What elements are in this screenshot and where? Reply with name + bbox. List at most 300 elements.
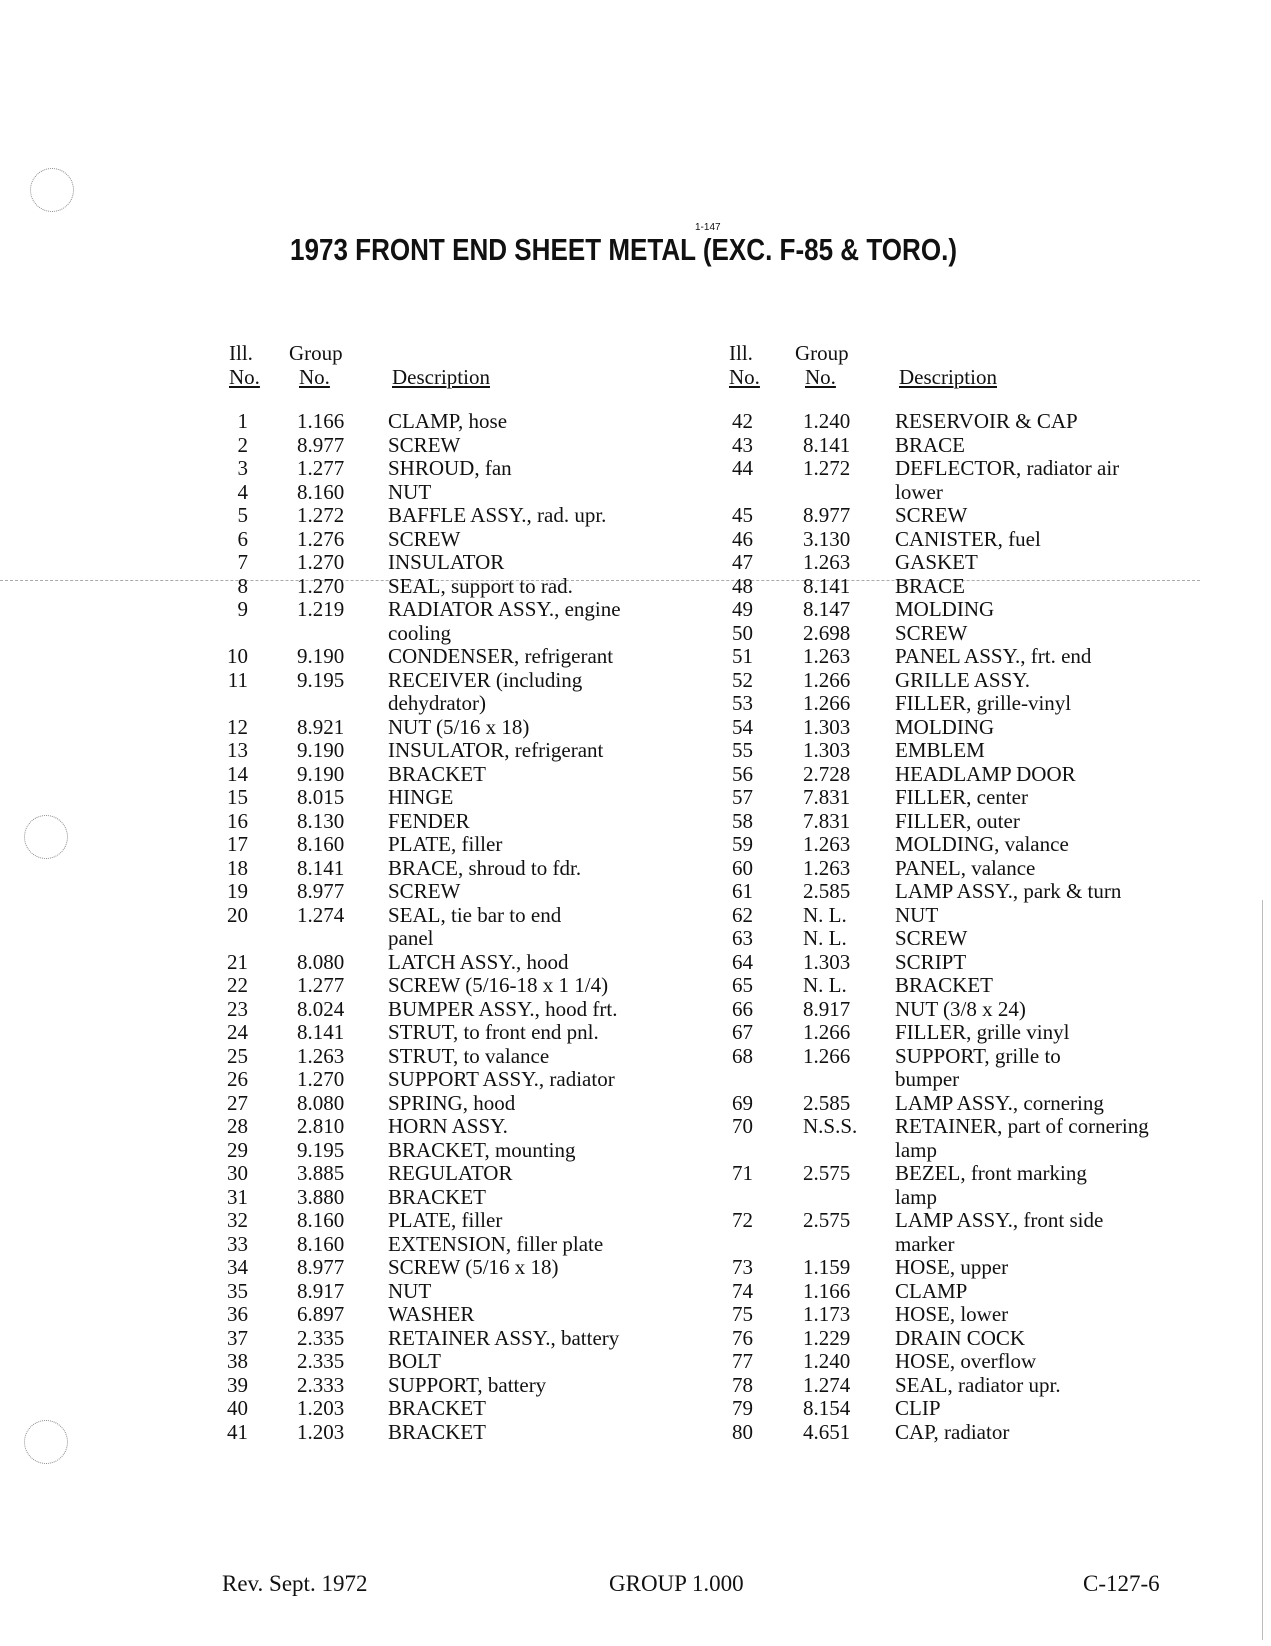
group-number: 3.885 (297, 1161, 345, 1185)
table-row (0, 1209, 1271, 1233)
group-number: 2.575 (803, 1208, 851, 1232)
part-description: BRACE (895, 432, 966, 457)
part-description: SCREW (5/16-18 x 1 1/4) (388, 973, 609, 997)
group-number: 1.277 (297, 456, 345, 480)
table-row (0, 1421, 1271, 1445)
part-description: HINGE (388, 785, 454, 809)
right-header-ill-line2: No. (729, 365, 760, 389)
ill-number: 7 (237, 550, 248, 574)
group-number: 8.147 (803, 597, 851, 621)
ill-number: 54 (732, 714, 753, 739)
table-row (0, 1350, 1271, 1374)
group-number: 1.159 (803, 1255, 851, 1279)
ill-number: 64 (732, 949, 753, 974)
footer-page-number: C-127-6 (1083, 1571, 1160, 1596)
part-description: LAMP ASSY., front side (895, 1208, 1104, 1232)
group-number: 8.977 (297, 432, 345, 457)
group-number: 7.831 (803, 808, 851, 833)
ill-number: 53 (732, 691, 753, 715)
ill-number: 16 (227, 808, 248, 833)
part-description: lamp (895, 1137, 937, 1162)
ill-number: 20 (227, 902, 248, 927)
footer-group: GROUP 1.000 (609, 1571, 744, 1596)
part-description: CAP, radiator (895, 1419, 1010, 1444)
ill-number: 55 (732, 738, 753, 762)
ill-number: 74 (732, 1278, 753, 1303)
ill-number: 52 (732, 667, 753, 692)
group-number: 9.190 (297, 738, 345, 762)
ill-number: 46 (732, 526, 753, 551)
ill-number: 75 (732, 1302, 753, 1326)
part-description: STRUT, to front end pnl. (388, 1020, 599, 1044)
left-header-ill-line2: No. (229, 365, 260, 389)
table-row (0, 528, 1271, 552)
left-header-ill (229, 341, 260, 389)
part-description: BRACKET (388, 1419, 487, 1444)
group-number: 8.080 (297, 949, 345, 974)
ill-number: 34 (227, 1255, 248, 1279)
right-header-description (899, 365, 997, 389)
part-description: NUT (895, 902, 939, 927)
part-description: CLIP (895, 1396, 941, 1420)
table-row (0, 692, 1271, 716)
part-description: FILLER, grille vinyl (895, 1020, 1070, 1044)
part-description: NUT (388, 1278, 432, 1303)
table-row (0, 739, 1271, 763)
part-description: SCREW (5/16 x 18) (388, 1255, 559, 1279)
part-description: SEAL, tie bar to end (388, 902, 562, 927)
part-description: HEADLAMP DOOR (895, 761, 1076, 786)
group-number: 1.266 (803, 1043, 851, 1068)
footer-revision: Rev. Sept. 1972 (222, 1571, 368, 1596)
group-number: 2.575 (803, 1161, 851, 1185)
table-row (0, 716, 1271, 740)
part-description: RECEIVER (including (388, 667, 583, 692)
right-header-group (795, 341, 854, 389)
part-description: SEAL, support to rad. (388, 573, 573, 598)
part-description: cooling (388, 620, 451, 645)
group-number: 2.333 (297, 1372, 345, 1397)
part-description: EMBLEM (895, 738, 985, 762)
group-number: 1.263 (803, 832, 851, 856)
ill-number: 33 (227, 1231, 248, 1256)
table-row (0, 622, 1271, 646)
ill-number: 11 (227, 667, 248, 692)
group-number: 1.272 (803, 456, 851, 480)
table-row (0, 927, 1271, 951)
part-description: REGULATOR (388, 1161, 513, 1185)
part-description: marker (895, 1231, 955, 1256)
group-number: 2.698 (803, 620, 851, 645)
part-description: CLAMP (895, 1278, 968, 1303)
ill-number: 51 (732, 644, 753, 668)
table-row (0, 786, 1271, 810)
left-header-description-label: Description (392, 365, 490, 389)
part-description: SEAL, radiator upr. (895, 1372, 1061, 1397)
group-number: N.S.S. (803, 1114, 858, 1138)
group-number: N. L. (803, 973, 847, 997)
table-row (0, 1256, 1271, 1280)
group-number: 8.154 (803, 1396, 851, 1420)
group-number: 1.274 (803, 1372, 851, 1397)
group-number: 2.585 (803, 1090, 851, 1115)
group-number: 1.240 (803, 409, 851, 433)
part-description: SCREW (895, 926, 968, 950)
ill-number: 22 (227, 973, 248, 997)
ill-number: 67 (732, 1020, 753, 1044)
ill-number: 40 (227, 1396, 248, 1420)
group-number: 1.263 (803, 855, 851, 880)
group-number: 9.195 (297, 667, 345, 692)
group-number: 8.130 (297, 808, 345, 833)
group-number: 8.977 (297, 879, 345, 903)
ill-number: 31 (227, 1184, 248, 1209)
part-description: MOLDING (895, 597, 995, 621)
part-description: NUT (388, 479, 432, 504)
part-description: CLAMP, hose (388, 409, 508, 433)
ill-number: 59 (732, 832, 753, 856)
page-code: 1-147 (695, 222, 721, 233)
table-row (0, 1115, 1271, 1139)
right-header-description-label: Description (899, 365, 997, 389)
left-header-group-line2: No. (299, 365, 330, 389)
ill-number: 35 (227, 1278, 248, 1303)
group-number: 3.130 (803, 526, 851, 551)
part-description: PLATE, filler (388, 832, 503, 856)
ill-number: 76 (732, 1325, 753, 1350)
table-row (0, 1233, 1271, 1257)
group-number: 2.585 (803, 879, 851, 903)
table-row (0, 1327, 1271, 1351)
part-description: BRACE, shroud to fdr. (388, 855, 582, 880)
group-number: 9.195 (297, 1137, 345, 1162)
group-number: 2.335 (297, 1349, 345, 1373)
part-description: STRUT, to valance (388, 1043, 550, 1068)
part-description: BRACKET (388, 761, 487, 786)
left-header-ill-line1: Ill. (229, 341, 253, 365)
ill-number: 21 (227, 949, 248, 974)
table-row (0, 457, 1271, 481)
left-header-description (392, 365, 490, 389)
part-description: RETAINER ASSY., battery (388, 1325, 620, 1350)
table-row (0, 575, 1271, 599)
ill-number: 60 (732, 855, 753, 880)
part-description: SCREW (388, 526, 461, 551)
part-description: RESERVOIR & CAP (895, 409, 1078, 433)
ill-number: 32 (227, 1208, 248, 1232)
group-number: 1.263 (803, 644, 851, 668)
ill-number: 69 (732, 1090, 753, 1115)
ill-number: 29 (227, 1137, 248, 1162)
group-number: 8.024 (297, 996, 345, 1021)
table-row (0, 833, 1271, 857)
part-description: MOLDING (895, 714, 995, 739)
ill-number: 65 (732, 973, 753, 997)
ill-number: 13 (227, 738, 248, 762)
part-description: BUMPER ASSY., hood frt. (388, 996, 618, 1021)
table-row (0, 763, 1271, 787)
ill-number: 70 (732, 1114, 753, 1138)
group-number: N. L. (803, 926, 847, 950)
ill-number: 27 (227, 1090, 248, 1115)
group-number: 2.335 (297, 1325, 345, 1350)
part-description: BRACKET (388, 1184, 487, 1209)
group-number: 1.266 (803, 1020, 851, 1044)
part-description: SCREW (388, 432, 461, 457)
group-number: 1.229 (803, 1325, 851, 1350)
part-description: lower (895, 479, 943, 504)
group-number: 1.166 (803, 1278, 851, 1303)
part-description: SUPPORT ASSY., radiator (388, 1067, 615, 1091)
part-description: WASHER (388, 1302, 475, 1326)
table-row (0, 551, 1271, 575)
table-row (0, 598, 1271, 622)
group-number: 8.160 (297, 1208, 345, 1232)
part-description: LATCH ASSY., hood (388, 949, 569, 974)
group-number: 4.651 (803, 1419, 851, 1444)
group-number: 8.141 (803, 432, 851, 457)
table-row (0, 1186, 1271, 1210)
ill-number: 37 (227, 1325, 248, 1350)
part-description: panel (388, 926, 434, 950)
table-row (0, 1303, 1271, 1327)
ill-number: 78 (732, 1372, 753, 1397)
ill-number: 26 (227, 1067, 248, 1091)
left-header-group-line1: Group (289, 341, 343, 365)
group-number: 7.831 (803, 785, 851, 809)
part-description: SCREW (388, 879, 461, 903)
part-description: DEFLECTOR, radiator air (895, 456, 1120, 480)
ill-number: 18 (227, 855, 248, 880)
ill-number: 41 (227, 1419, 248, 1444)
part-description: HOSE, upper (895, 1255, 1009, 1279)
table-row (0, 880, 1271, 904)
part-description: BOLT (388, 1349, 441, 1373)
ill-number: 3 (237, 456, 248, 480)
group-number: 1.266 (803, 667, 851, 692)
group-number: 1.173 (803, 1302, 851, 1326)
ill-number: 6 (237, 526, 248, 551)
table-row (0, 434, 1271, 458)
part-description: RADIATOR ASSY., engine (388, 597, 621, 621)
table-row (0, 951, 1271, 975)
part-description: SCREW (895, 620, 968, 645)
group-number: 8.015 (297, 785, 345, 809)
ill-number: 58 (732, 808, 753, 833)
group-number: 1.276 (297, 526, 345, 551)
part-description: PLATE, filler (388, 1208, 503, 1232)
ill-number: 73 (732, 1255, 753, 1279)
part-description: dehydrator) (388, 691, 486, 715)
part-description: CONDENSER, refrigerant (388, 644, 614, 668)
group-number: 8.160 (297, 832, 345, 856)
group-number: 1.303 (803, 714, 851, 739)
group-number: 9.190 (297, 761, 345, 786)
table-row (0, 857, 1271, 881)
ill-number: 79 (732, 1396, 753, 1420)
part-description: SCREW (895, 503, 968, 527)
ill-number: 80 (732, 1419, 753, 1444)
part-description: FILLER, grille-vinyl (895, 691, 1072, 715)
ill-number: 63 (732, 926, 753, 950)
left-header-group (289, 341, 348, 389)
ill-number: 42 (732, 409, 753, 433)
ill-number: 72 (732, 1208, 753, 1232)
ill-number: 19 (227, 879, 248, 903)
right-header-group-line1: Group (795, 341, 849, 365)
right-header-ill-line1: Ill. (729, 341, 753, 365)
part-description: HORN ASSY. (388, 1114, 508, 1138)
group-number: 6.897 (297, 1302, 345, 1326)
ill-number: 4 (237, 479, 248, 504)
ill-number: 14 (227, 761, 248, 786)
ill-number: 66 (732, 996, 753, 1021)
group-number: 1.303 (803, 949, 851, 974)
group-number: 2.728 (803, 761, 851, 786)
table-row (0, 904, 1271, 928)
table-row (0, 998, 1271, 1022)
group-number: 1.270 (297, 1067, 345, 1091)
group-number: 8.141 (297, 855, 345, 880)
part-description: LAMP ASSY., park & turn (895, 879, 1122, 903)
right-header-group-line2: No. (805, 365, 836, 389)
part-description: RETAINER, part of cornering (895, 1114, 1149, 1138)
ill-number: 24 (227, 1020, 248, 1044)
table-row (0, 669, 1271, 693)
ill-number: 48 (732, 573, 753, 598)
part-description: SHROUD, fan (388, 456, 512, 480)
ill-number: 15 (227, 785, 248, 809)
group-number: 1.272 (297, 503, 345, 527)
table-row (0, 810, 1271, 834)
table-row (0, 1280, 1271, 1304)
part-description: SCRIPT (895, 949, 967, 974)
group-number: 1.263 (803, 550, 851, 574)
ill-number: 71 (732, 1161, 753, 1185)
ill-number: 1 (237, 409, 248, 433)
group-number: 8.917 (297, 1278, 345, 1303)
group-number: 1.277 (297, 973, 345, 997)
table-row (0, 504, 1271, 528)
right-header-ill (729, 341, 760, 389)
ill-number: 9 (237, 597, 248, 621)
part-description: BEZEL, front marking (895, 1161, 1087, 1185)
table-row (0, 1068, 1271, 1092)
part-description: FENDER (388, 808, 470, 833)
part-description: EXTENSION, filler plate (388, 1231, 604, 1256)
ill-number: 36 (227, 1302, 248, 1326)
table-row (0, 1397, 1271, 1421)
table-row (0, 1162, 1271, 1186)
part-description: HOSE, overflow (895, 1349, 1037, 1373)
ill-number: 45 (732, 503, 753, 527)
group-number: 8.141 (803, 573, 851, 598)
group-number: 1.270 (297, 550, 345, 574)
group-number: 1.203 (297, 1396, 345, 1420)
ill-number: 50 (732, 620, 753, 645)
part-description: SUPPORT, battery (388, 1372, 547, 1397)
part-description: NUT (5/16 x 18) (388, 714, 530, 739)
part-description: BRACKET, mounting (388, 1137, 576, 1162)
group-number: 1.240 (803, 1349, 851, 1373)
part-description: NUT (3/8 x 24) (895, 996, 1026, 1021)
part-description: FILLER, outer (895, 808, 1020, 833)
part-description: HOSE, lower (895, 1302, 1009, 1326)
group-number: 2.810 (297, 1114, 345, 1138)
ill-number: 10 (227, 644, 248, 668)
ill-number: 23 (227, 996, 248, 1021)
group-number: 8.977 (803, 503, 851, 527)
ill-number: 17 (227, 832, 248, 856)
part-description: FILLER, center (895, 785, 1028, 809)
part-description: INSULATOR (388, 550, 505, 574)
ill-number: 2 (237, 432, 248, 457)
table-row (0, 1045, 1271, 1069)
group-number: 1.263 (297, 1043, 345, 1068)
group-number: 1.270 (297, 573, 345, 598)
part-description: SUPPORT, grille to (895, 1043, 1061, 1068)
ill-number: 39 (227, 1372, 248, 1397)
ill-number: 49 (732, 597, 753, 621)
part-description: PANEL, valance (895, 855, 1036, 880)
part-description: SPRING, hood (388, 1090, 516, 1115)
group-number: 8.921 (297, 714, 345, 739)
table-row (0, 481, 1271, 505)
ill-number: 5 (237, 503, 248, 527)
group-number: 1.266 (803, 691, 851, 715)
ill-number: 12 (227, 714, 248, 739)
group-number: 8.160 (297, 1231, 345, 1256)
group-number: 8.160 (297, 479, 345, 504)
group-number: 1.274 (297, 902, 345, 927)
ill-number: 8 (237, 573, 248, 598)
right-parts-list (0, 410, 1271, 1444)
table-row (0, 1092, 1271, 1116)
group-number: 9.190 (297, 644, 345, 668)
part-description: GRILLE ASSY. (895, 667, 1030, 692)
ill-number: 28 (227, 1114, 248, 1138)
part-description: LAMP ASSY., cornering (895, 1090, 1104, 1115)
part-description: GASKET (895, 550, 978, 574)
ill-number: 38 (227, 1349, 248, 1373)
table-row (0, 1374, 1271, 1398)
group-number: 1.219 (297, 597, 345, 621)
group-number: 8.141 (297, 1020, 345, 1044)
ill-number: 57 (732, 785, 753, 809)
group-number: 1.166 (297, 409, 345, 433)
group-number: 1.203 (297, 1419, 345, 1444)
group-number: N. L. (803, 902, 847, 927)
table-row (0, 1021, 1271, 1045)
ill-number: 56 (732, 761, 753, 786)
part-description: DRAIN COCK (895, 1325, 1026, 1350)
ill-number: 44 (732, 456, 753, 480)
table-row (0, 1139, 1271, 1163)
part-description: lamp (895, 1184, 937, 1209)
table-row (0, 974, 1271, 998)
binder-hole-top (30, 168, 74, 212)
part-description: MOLDING, valance (895, 832, 1069, 856)
part-description: BRACKET (895, 973, 994, 997)
part-description: bumper (895, 1067, 960, 1091)
part-description: BAFFLE ASSY., rad. upr. (388, 503, 607, 527)
part-description: INSULATOR, refrigerant (388, 738, 604, 762)
group-number: 8.977 (297, 1255, 345, 1279)
ill-number: 47 (732, 550, 753, 574)
group-number: 8.080 (297, 1090, 345, 1115)
part-description: PANEL ASSY., frt. end (895, 644, 1092, 668)
group-number: 1.303 (803, 738, 851, 762)
